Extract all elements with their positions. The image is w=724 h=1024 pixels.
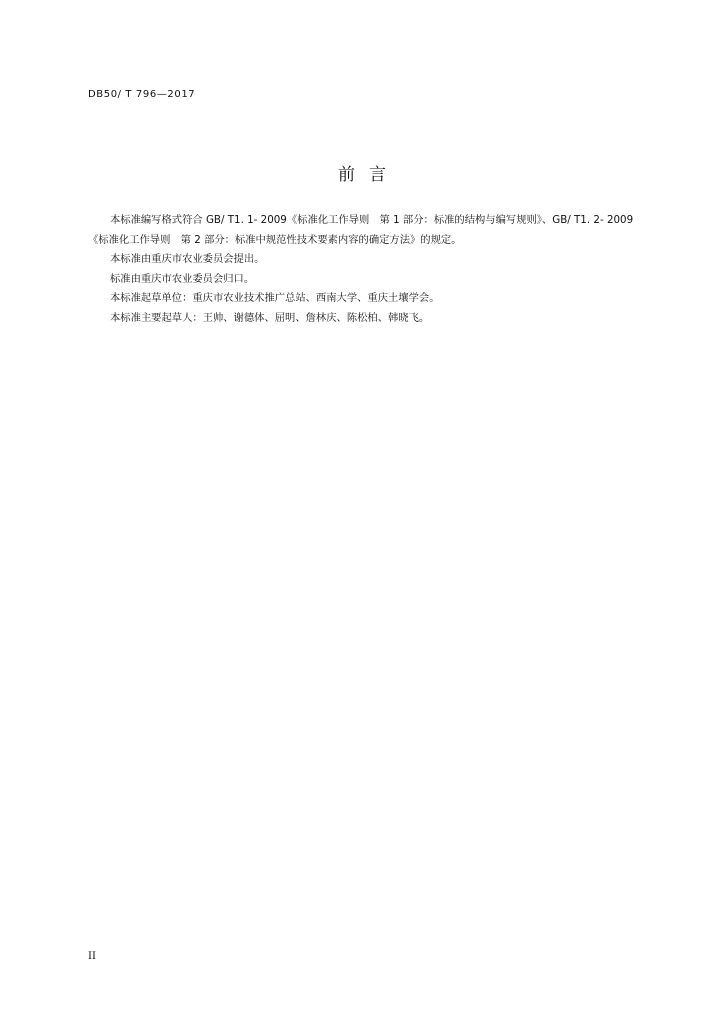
foreword-body bbox=[88, 211, 644, 329]
paragraph-format-compliance: 本标准编写格式符合 GB/ T1. 1- 2009《标准化工作导则 第 1 部分：标准的结构与编写规则》、GB/ T1. 2- 2009《标准化工作导则 第 2 部分：标准中规范性技术要素内容的确定方法》的规定。 bbox=[88, 214, 634, 246]
paragraph-proposed-by: 本标准由重庆市农业委员会提出。 bbox=[110, 253, 265, 266]
paragraph-drafting-units: 本标准起草单位：重庆市农业技术推广总站、西南大学、重庆土壤学会。 bbox=[110, 292, 440, 305]
paragraph-managed-by: 标准由重庆市农业委员会归口。 bbox=[110, 272, 255, 285]
standard-code-header: DB50/ T 796—2017 bbox=[88, 89, 196, 100]
page-number: II bbox=[88, 951, 96, 962]
page-title: 前言 bbox=[338, 165, 400, 185]
paragraph-main-drafters: 本标准主要起草人：王帅、谢德体、屈明、詹林庆、陈松柏、韩晓飞。 bbox=[110, 311, 430, 324]
